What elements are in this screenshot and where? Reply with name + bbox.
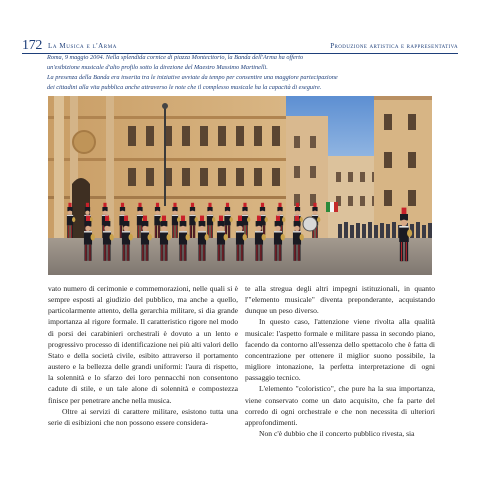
body-column-right	[245, 283, 435, 439]
body-paragraph: L'elemento "coloristico", che pure ha la sua importanza, viene conservato come un dato acquisito, che fa parte del corredo di ogni orchestrale e che non necessita di ulteriori approfondimenti.	[245, 384, 435, 427]
caption-line: un'esibizione musicale d'alto profilo sotto la direzione del Maestro Massimo Martinelli.	[47, 64, 268, 71]
body-paragraph: vato numero di cerimonie e commemorazioni, nelle quali si è sempre esposti al giudizio del pubblico, ma anche a quello, particolarmente attento, della gerarchia militare, si dia grande importanza al rigore formale. Il caratteristico rigore nel modo di porsi dei carabinieri orchestrali è dovuto a un lento e progressivo processo di identificazione nei più alti valori dello Stato e della società civile, esibito attraverso il portamento austero e la bellezza delle grandi uniformi: l'aura di rispetto, la solennità e lo sfarzo dei loro pennacchi non consentono cadute di stile, e un tale alone di solennità e compostezza finisce per penetrare anche nella musica.	[48, 284, 238, 405]
caption-line: Roma, 9 maggio 2004. Nella splendida cornice di piazza Montecitorio, la Banda dell'Arma ha offerto	[47, 54, 304, 61]
body-paragraph: te alla stregua degli altri impegni istituzionali, in quanto l'"elemento musicale" diventa preponderante, acquistando dunque un peso diverso.	[245, 284, 435, 316]
body-column-left	[48, 283, 238, 428]
body-paragraph: In questo caso, l'attenzione viene rivolta alla qualità musicale: l'aspetto formale e militare passa in secondo piano, facendo da contorno all'essenza dello spettacolo che è fatta di concentrazione per ottenere il miglior suono possibile, la migliore intonazione, la perfetta interpretazione di ogni passaggio tecnico.	[245, 317, 435, 383]
caption-line: dei cittadini alla vita pubblica anche attraverso le note che il complesso musicale ha la capacità di eseguire.	[47, 84, 322, 91]
page-header	[22, 40, 458, 54]
running-head-left: La Musica e l'Arma	[48, 42, 117, 50]
band-photo	[48, 96, 432, 275]
band-photo-image	[48, 96, 432, 275]
caption-line: La presenza della Banda era inserita tra le iniziative avviate da tempo per consentire una maggiore partecipazione	[47, 74, 338, 81]
page-number: 172	[22, 38, 43, 53]
body-paragraph: Oltre ai servizi di carattere militare, esistono tutta una serie di esibizioni che non possono essere considera-	[48, 406, 238, 427]
body-paragraph: Non c'è dubbio che il concerto pubblico rivesta, sia	[259, 429, 415, 439]
photo-caption	[47, 53, 450, 93]
running-head-right: Produzione artistica e rappresentativa	[330, 42, 458, 50]
